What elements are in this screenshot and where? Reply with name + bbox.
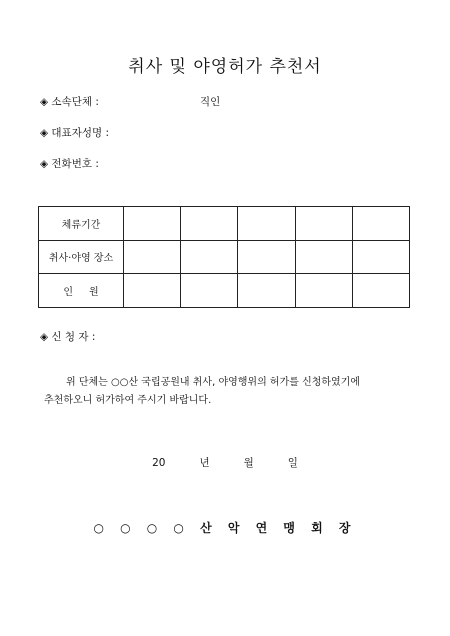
table-row xyxy=(39,240,410,274)
table-cell xyxy=(238,274,295,308)
row-header-camping-place: 취사·야영 장소 xyxy=(39,240,124,274)
applicant-label: ◈ 신 청 자 : xyxy=(40,331,96,343)
table-row xyxy=(39,207,410,241)
row-header-stay-period: 체류기간 xyxy=(39,207,124,241)
document-title: 취사 및 야영허가 추천서 xyxy=(128,57,322,77)
body-line-1: 위 단체는 ○○산 국립공원내 취사, 야영행위의 허가를 신청하였기에 xyxy=(66,377,361,388)
applicant-field xyxy=(40,329,95,344)
table-cell xyxy=(295,240,352,274)
table-cell xyxy=(124,240,181,274)
table-cell xyxy=(124,207,181,241)
table-cell xyxy=(295,274,352,308)
table-cell xyxy=(352,274,409,308)
table-cell xyxy=(238,240,295,274)
affiliation-label: ◈ 소속단체 : xyxy=(40,96,99,108)
table-cell xyxy=(124,274,181,308)
representative-name-field xyxy=(40,125,109,140)
seal-text: 직인 xyxy=(200,96,221,108)
phone-number-field xyxy=(40,156,99,171)
table-cell xyxy=(181,274,238,308)
recommendation-text xyxy=(44,374,424,410)
row-header-headcount: 인 원 xyxy=(39,274,124,308)
phone-number-label: ◈ 전화번호 : xyxy=(40,158,99,170)
table-row xyxy=(39,274,410,308)
affiliation-field xyxy=(40,94,221,109)
table-cell xyxy=(238,207,295,241)
body-line-2: 추천하오니 허가하여 주시기 바랍니다. xyxy=(44,395,212,406)
date-line: 20 년 월 일 xyxy=(152,457,298,469)
signature-line: ○ ○ ○ ○ 산 악 연 맹 회 장 xyxy=(93,521,357,535)
table-cell xyxy=(181,207,238,241)
representative-name-label: ◈ 대표자성명 : xyxy=(40,127,110,139)
table-cell xyxy=(181,240,238,274)
table-cell xyxy=(352,240,409,274)
table-cell xyxy=(352,207,409,241)
table-cell xyxy=(295,207,352,241)
stay-info-table xyxy=(38,206,410,308)
